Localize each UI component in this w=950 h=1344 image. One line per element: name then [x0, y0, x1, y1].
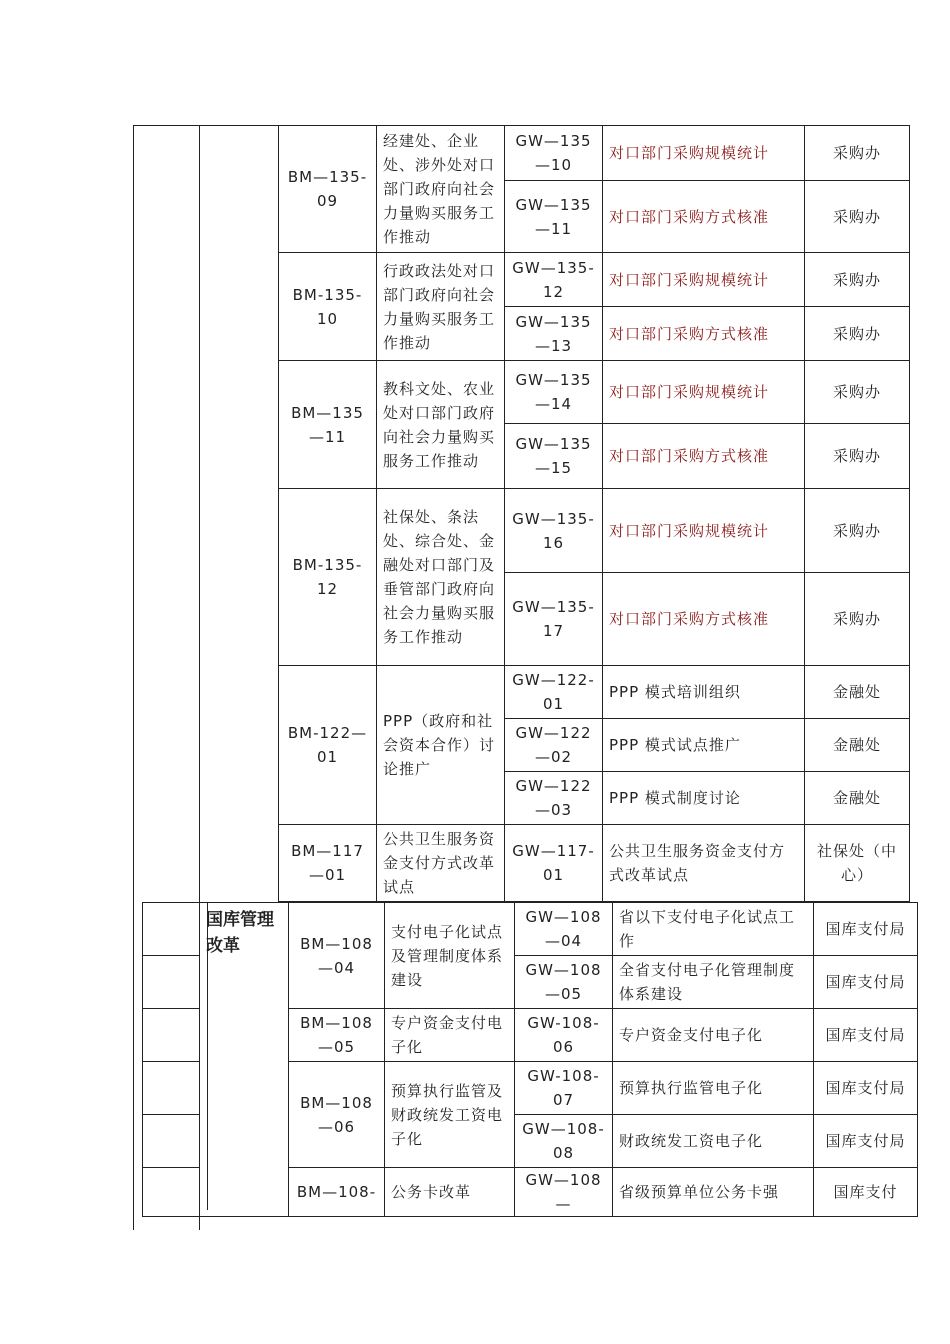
responsible-dept: 采购办 — [805, 307, 910, 361]
responsible-dept: 金融处 — [805, 719, 910, 772]
task-name: 对口部门采购方式核准 — [603, 424, 805, 489]
blank-cell — [143, 956, 200, 1009]
bm-code: BM—108- — [289, 1168, 385, 1217]
task-name: 对口部门采购方式核准 — [603, 307, 805, 361]
responsible-dept: 采购办 — [805, 489, 910, 573]
table-row — [279, 666, 910, 719]
blank-cell — [143, 1062, 200, 1115]
task-name: PPP 模式培训组织 — [603, 666, 805, 719]
gw-code: GW—135—13 — [505, 307, 603, 361]
bm-code: BM—108—04 — [289, 903, 385, 1009]
bm-code: BM—108—06 — [289, 1062, 385, 1168]
responsible-dept: 金融处 — [805, 772, 910, 825]
gw-code: GW—135-12 — [505, 253, 603, 307]
gw-code: GW—135-17 — [505, 573, 603, 666]
bm-code: BM-135-12 — [279, 489, 377, 666]
top-border-line — [133, 125, 279, 126]
task-name: PPP 模式制度讨论 — [603, 772, 805, 825]
task-name: 省以下支付电子化试点工作 — [613, 903, 814, 956]
responsible-dept: 采购办 — [805, 253, 910, 307]
responsible-dept: 国库支付局 — [814, 903, 918, 956]
table-row — [279, 361, 910, 424]
bm-code: BM-122—01 — [279, 666, 377, 825]
bm-code: BM—135-09 — [279, 126, 377, 253]
task-name: 对口部门采购规模统计 — [603, 253, 805, 307]
blank-cell — [143, 1168, 200, 1217]
gw-code: GW-108-06 — [515, 1009, 613, 1062]
task-name: 预算执行监管电子化 — [613, 1062, 814, 1115]
project-description: PPP（政府和社会资本合作）讨论推广 — [377, 666, 505, 825]
project-description: 公务卡改革 — [385, 1168, 515, 1217]
responsible-dept: 采购办 — [805, 424, 910, 489]
gw-code: GW—122-01 — [505, 666, 603, 719]
gw-code: GW—135—15 — [505, 424, 603, 489]
blank-cell — [143, 1009, 200, 1062]
left-border-line — [133, 125, 134, 1230]
responsible-dept: 国库支付局 — [814, 956, 918, 1009]
procurement-table — [278, 125, 910, 902]
responsible-dept: 国库支付局 — [814, 1009, 918, 1062]
gw-code: GW—108—05 — [515, 956, 613, 1009]
gw-code: GW—117-01 — [505, 825, 603, 902]
project-description: 社保处、条法处、综合处、金融处对口部门及垂管部门政府向社会力量购买服务工作推动 — [377, 489, 505, 666]
responsible-dept: 采购办 — [805, 181, 910, 253]
gw-code: GW—122—03 — [505, 772, 603, 825]
task-name: 全省支付电子化管理制度体系建设 — [613, 956, 814, 1009]
table-row — [279, 825, 910, 902]
task-name: 对口部门采购规模统计 — [603, 126, 805, 181]
responsible-dept: 采购办 — [805, 361, 910, 424]
table-row — [143, 903, 918, 956]
gw-code: GW—135-16 — [505, 489, 603, 573]
task-name: 公共卫生服务资金支付方式改革试点 — [603, 825, 805, 902]
task-name: PPP 模式试点推广 — [603, 719, 805, 772]
project-description: 经建处、企业处、涉外处对口部门政府向社会力量购买服务工作推动 — [377, 126, 505, 253]
section-title: 国库管理改革 — [200, 903, 289, 1217]
responsible-dept: 采购办 — [805, 126, 910, 181]
task-name: 对口部门采购方式核准 — [603, 573, 805, 666]
responsible-dept: 采购办 — [805, 573, 910, 666]
bm-code: BM—108—05 — [289, 1009, 385, 1062]
task-name: 对口部门采购规模统计 — [603, 361, 805, 424]
project-description: 公共卫生服务资金支付方式改革试点 — [377, 825, 505, 902]
task-name: 财政统发工资电子化 — [613, 1115, 814, 1168]
table-row — [279, 253, 910, 307]
task-name: 对口部门采购方式核准 — [603, 181, 805, 253]
task-name: 省级预算单位公务卡强 — [613, 1168, 814, 1217]
project-description: 教科文处、农业处对口部门政府向社会力量购买服务工作推动 — [377, 361, 505, 489]
gw-code: GW-108-07 — [515, 1062, 613, 1115]
gw-code: GW—108-08 — [515, 1115, 613, 1168]
gw-code: GW—108—04 — [515, 903, 613, 956]
treasury-reform-table — [142, 902, 918, 1217]
responsible-dept: 国库支付 — [814, 1168, 918, 1217]
responsible-dept: 国库支付局 — [814, 1115, 918, 1168]
project-description: 支付电子化试点及管理制度体系建设 — [385, 903, 515, 1009]
project-description: 专户资金支付电子化 — [385, 1009, 515, 1062]
project-description: 行政政法处对口部门政府向社会力量购买服务工作推动 — [377, 253, 505, 361]
responsible-dept: 金融处 — [805, 666, 910, 719]
gw-code: GW—135—14 — [505, 361, 603, 424]
gw-code: GW—108— — [515, 1168, 613, 1217]
project-description: 预算执行监管及财政统发工资电子化 — [385, 1062, 515, 1168]
task-name: 专户资金支付电子化 — [613, 1009, 814, 1062]
bm-code: BM-135-10 — [279, 253, 377, 361]
gw-code: GW—122—02 — [505, 719, 603, 772]
responsible-dept: 社保处（中心） — [805, 825, 910, 902]
table-row — [279, 126, 910, 181]
gw-code: GW—135—11 — [505, 181, 603, 253]
bm-code: BM—117—01 — [279, 825, 377, 902]
responsible-dept: 国库支付局 — [814, 1062, 918, 1115]
blank-cell — [143, 903, 200, 956]
blank-cell — [143, 1115, 200, 1168]
gw-code: GW—135—10 — [505, 126, 603, 181]
task-name: 对口部门采购规模统计 — [603, 489, 805, 573]
table-row — [279, 489, 910, 573]
bm-code: BM—135—11 — [279, 361, 377, 489]
